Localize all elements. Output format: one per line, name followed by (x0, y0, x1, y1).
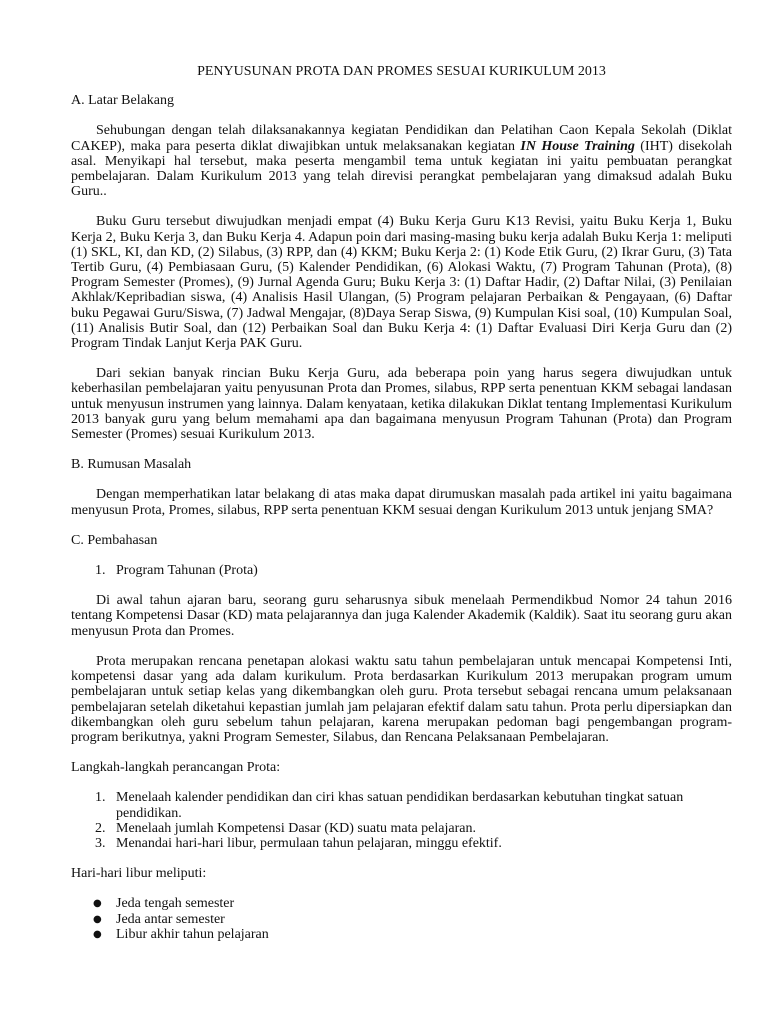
list-item (93, 896, 732, 911)
section-a-heading: A. Latar Belakang (71, 93, 175, 109)
list-item-text: Jeda tengah semester (116, 896, 235, 912)
section-c-heading: C. Pembahasan (71, 532, 158, 548)
bullet-icon: ● (93, 898, 102, 910)
bullet-icon: ● (93, 928, 102, 940)
list-item (95, 836, 732, 851)
list-item (95, 790, 732, 820)
p1-text-after: (IHT) disekolah asal. Menyikapi hal tersebut, maka peserta mengambil tema untuk kegiatan ini yaitu pembuatan perangkat pembelajaran. Dalam Kurikulum 2013 yang telah direvisi perangkat pembelajaran yang dimaksud adalah Buku Guru.. (71, 138, 733, 200)
steps-list (71, 790, 732, 851)
list-item-text: Menandai hari-hari libur, permulaan tahun pelajaran, minggu efektif. (116, 835, 502, 851)
list-item-number: 1. (95, 790, 106, 806)
document-title: PENYUSUNAN PROTA DAN PROMES SESUAI KURIKULUM 2013 (197, 64, 606, 79)
subsection-label: Program Tahunan (Prota) (116, 563, 258, 579)
subsection-item-prota (95, 563, 732, 578)
list-item-text: Libur akhir tahun pelajaran (116, 926, 269, 942)
section-b-heading: B. Rumusan Masalah (71, 457, 192, 473)
holidays-list (71, 896, 732, 942)
p1-emphasis: IN House Training (520, 138, 635, 154)
list-item-text: Menelaah jumlah Kompetensi Dasar (KD) suatu mata pelajaran. (116, 820, 476, 836)
section-c-paragraph-2: Prota merupakan rencana penetapan alokasi waktu satu tahun pembelajaran untuk mencapai Kompetensi Inti, kompetensi dasar yang ada dalam kurikulum. Prota berdasarkan Kurikulum 2013 merupakan program umum pembelajaran untuk setiap kelas yang dikembangkan oleh guru. Prota tersebut sebagai rencana umum pelaksanaan pembelajaran setelah diketahui kepastian jumlah jam pelajaran efektif dalam satu tahun. Prota perlu dipersiapkan dan dikembangkan oleh guru sebelum tahun pelajaran, karena merupakan pedoman bagi pengembangan program-program berikutnya, yakni Program Semester, Silabus, dan Rencana Pelaksanaan Pembelajaran. (71, 653, 732, 745)
p1-text-before: Sehubungan dengan telah dilaksanakannya kegiatan Pendidikan dan Pelatihan Caon Kepala Sekolah (Diklat CAKEP), maka para peserta diklat diwajibkan untuk melaksanakan kegiatan (71, 123, 732, 154)
list-item (93, 927, 732, 942)
subsection-list (71, 563, 732, 578)
list-item-number: 2. (95, 820, 106, 836)
section-a-paragraph-1 (71, 123, 732, 199)
list-item-text: Jeda antar semester (116, 911, 225, 927)
subsection-number: 1. (95, 563, 106, 579)
section-c-paragraph-1: Di awal tahun ajaran baru, seorang guru seharusnya sibuk menelaah Permendikbud Nomor 24 tahun 2016 tentang Kompetensi Dasar (KD) mata pelajarannya dan juga Kalender Akademik (Kaldik). Saat itu seorang guru akan menyusun Prota dan Promes. (71, 593, 732, 639)
list-item-text: Menelaah kalender pendidikan dan ciri khas satuan pendidikan berdasarkan kebutuhan tingkat satuan pendidikan. (116, 790, 684, 821)
list-item (95, 821, 732, 836)
section-b-paragraph-1: Dengan memperhatikan latar belakang di atas maka dapat dirumuskan masalah pada artikel ini yaitu bagaimana menyusun Prota, Promes, silabus, RPP serta penentuan KKM sesuai dengan Kurikulum 2013 untuk jenjang SMA? (71, 487, 732, 518)
section-a-paragraph-3: Dari sekian banyak rincian Buku Kerja Guru, ada beberapa poin yang harus segera diwujudkan untuk keberhasilan pembelajaran yaitu penyusunan Prota dan Promes, silabus, RPP serta penentuan KKM sebagai landasan untuk menyusun instrumen yang lainnya. Dalam kenyataan, ketika dilakukan Diklat tentang Implementasi Kurikulum 2013 banyak guru yang belum memahami apa dan bagaimana menyusun Program Tahunan (Prota) dan Program Semester (Promes) sesuai Kurikulum 2013. (71, 366, 732, 443)
holidays-heading: Hari-hari libur meliputi: (71, 866, 207, 882)
list-item-number: 3. (95, 835, 106, 851)
section-a-paragraph-2: Buku Guru tersebut diwujudkan menjadi empat (4) Buku Kerja Guru K13 Revisi, yaitu Buku Kerja 1, Buku Kerja 2, Buku Kerja 3, dan Buku Kerja 4. Adapun poin dari masing-masing buku kerja adalah Buku Kerja 1: meliputi (1) SKL, KI, dan KD, (2) Silabus, (3) RPP, dan (4) KKM; Buku Kerja 2: (1) Kode Etik Guru, (2) Ikrar Guru, (3) Tata Tertib Guru, (4) Pembiasaan Guru, (5) Kalender Pendidikan, (6) Alokasi Waktu, (7) Program Tahunan (Prota), (8) Program Semester (Promes), (9) Jurnal Agenda Guru; Buku Kerja 3: (1) Daftar Hadir, (2) Daftar Nilai, (3) Penilaian Akhlak/Kepribadian siswa, (4) Analisis Hasil Ulangan, (5) Program pelajaran Perbaikan & Pengayaan, (6) Daftar buku Pegawai Guru/Siswa, (7) Jadwal Mengajar, (8)Daya Serap Siswa, (9) Kumpulan Kisi soal, (10) Kumpulan Soal, (11) Analisis Butir Soal, dan (12) Perbaikan Soal dan Buku Kerja 4: (1) Daftar Evaluasi Diri Kerja Guru dan (2) Program Tindak Lanjut Kerja PAK Guru. (71, 214, 732, 352)
bullet-icon: ● (93, 913, 102, 925)
steps-heading: Langkah-langkah perancangan Prota: (71, 760, 281, 776)
list-item (93, 912, 732, 927)
